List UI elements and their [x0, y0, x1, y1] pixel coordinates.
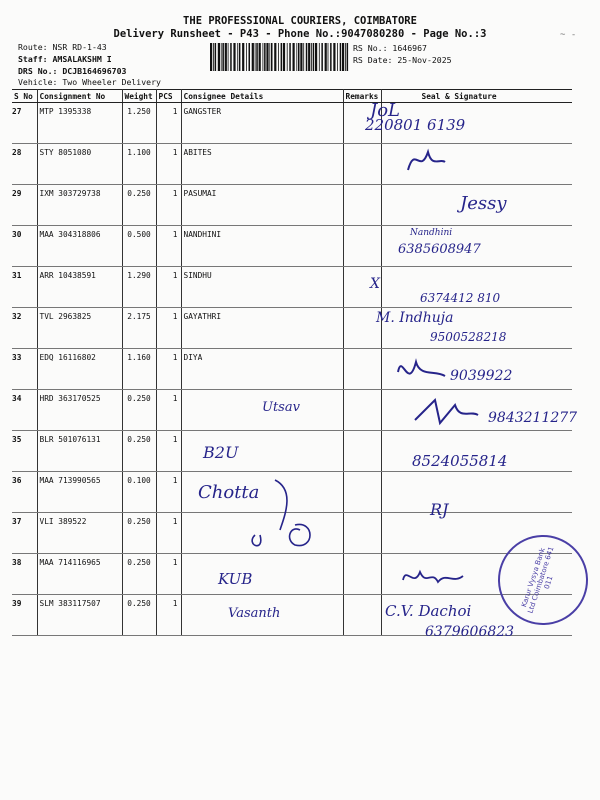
handwritten-name-38: KUB [218, 570, 253, 588]
row-pcs: 1 [156, 267, 181, 308]
row-consignee: NANDHINI [181, 226, 343, 267]
row-sno: 38 [12, 554, 37, 595]
handwritten-signature-39: C.V. Dachoi [385, 602, 472, 620]
col-header-weight: Weight [122, 90, 156, 103]
row-pcs: 1 [156, 595, 181, 636]
row-consignment-no: MAA 713990565 [37, 472, 122, 513]
handwritten-name-35: B2U [203, 443, 239, 462]
handwritten-phone-34: 9843211277 [488, 410, 578, 426]
row-consignment-no: IXM 303729738 [37, 185, 122, 226]
row-consignment-no: VLI 389522 [37, 513, 122, 554]
row-weight: 2.175 [122, 308, 156, 349]
row-weight: 0.250 [122, 390, 156, 431]
row-consignment-no: SLM 383117507 [37, 595, 122, 636]
col-header-remarks: Remarks [343, 90, 381, 103]
row-pcs: 1 [156, 554, 181, 595]
row-pcs: 1 [156, 472, 181, 513]
row-remarks [343, 472, 381, 513]
rs-number: RS No.: 1646967 [353, 43, 427, 53]
row-consignment-no: MTP 1395338 [37, 103, 122, 144]
row-consignment-no: MAA 714116965 [37, 554, 122, 595]
row-remarks [343, 144, 381, 185]
handwritten-phone-31: 6374412 810 [420, 291, 501, 305]
table-row [12, 349, 572, 390]
row-remarks [343, 308, 381, 349]
col-header-signature: Seal & Signature [381, 90, 572, 103]
row-remarks [343, 103, 381, 144]
row-remarks [343, 349, 381, 390]
col-header-pcs: PCS [156, 90, 181, 103]
company-title: THE PROFESSIONAL COURIERS, COIMBATORE [183, 15, 417, 27]
row-consignee: GAYATHRI [181, 308, 343, 349]
row-weight: 0.100 [122, 472, 156, 513]
row-remarks [343, 226, 381, 267]
row-consignment-no: ARR 10438591 [37, 267, 122, 308]
row-consignment-no: MAA 304318806 [37, 226, 122, 267]
table-row [12, 144, 572, 185]
handwritten-phone-39: 6379606823 [425, 624, 515, 640]
row-signature [381, 103, 572, 144]
row-pcs: 1 [156, 308, 181, 349]
row-signature [381, 185, 572, 226]
row-weight: 1.100 [122, 144, 156, 185]
row-consignee: ABITES [181, 144, 343, 185]
signature-28 [400, 140, 450, 180]
row-weight: 0.250 [122, 554, 156, 595]
table-row [12, 226, 572, 267]
row-remarks [343, 595, 381, 636]
row-sno: 29 [12, 185, 37, 226]
handwritten-phone-33: 9039922 [450, 368, 513, 384]
row-sno: 32 [12, 308, 37, 349]
row-consignee: SINDHU [181, 267, 343, 308]
handwritten-name-39: Vasanth [228, 606, 281, 621]
row-signature [381, 308, 572, 349]
row-pcs: 1 [156, 390, 181, 431]
row-consignment-no: BLR 501076131 [37, 431, 122, 472]
handwritten-name-30: Nandhini [410, 228, 453, 238]
row-remarks [343, 431, 381, 472]
margin-mark: ~ - [560, 30, 577, 40]
runsheet-subtitle: Delivery Runsheet - P43 - Phone No.:9047080280 - Page No.:3 [113, 28, 487, 40]
row-sno: 28 [12, 144, 37, 185]
handwritten-name-32: M. Indhuja [376, 310, 454, 326]
row-sno: 39 [12, 595, 37, 636]
signature-34 [410, 395, 480, 430]
row-sno: 37 [12, 513, 37, 554]
row-consignee [181, 554, 343, 595]
row-pcs: 1 [156, 103, 181, 144]
signature-33 [390, 352, 450, 392]
col-header-consignee: Consignee Details [181, 90, 343, 103]
table-row [12, 103, 572, 144]
row-pcs: 1 [156, 144, 181, 185]
handwritten-signature-29: Jessy [460, 193, 507, 214]
row-signature [381, 472, 572, 513]
row-weight: 0.250 [122, 431, 156, 472]
row-pcs: 1 [156, 185, 181, 226]
handwritten-name-34: Utsav [262, 400, 300, 415]
row-consignment-no: EDQ 16116802 [37, 349, 122, 390]
row-remarks [343, 185, 381, 226]
col-header-sno: S No [12, 90, 37, 103]
row-consignee: GANGSTER [181, 103, 343, 144]
handwritten-phone-32: 9500528218 [430, 330, 507, 344]
handwritten-name-36: Chotta [198, 482, 260, 503]
table-row [12, 267, 572, 308]
row-sno: 27 [12, 103, 37, 144]
handwritten-signature-27: JoL [370, 100, 401, 121]
row-remarks [343, 390, 381, 431]
row-consignment-no: HRD 363170525 [37, 390, 122, 431]
row-weight: 1.250 [122, 103, 156, 144]
row-signature [381, 226, 572, 267]
row-sno: 35 [12, 431, 37, 472]
row-consignment-no: STY 8051080 [37, 144, 122, 185]
barcode-image [210, 43, 350, 71]
table-row [12, 554, 572, 595]
row-pcs: 1 [156, 226, 181, 267]
row-weight: 0.250 [122, 513, 156, 554]
row-weight: 0.250 [122, 595, 156, 636]
staff-label: Staff: AMSALAKSHM I [18, 54, 112, 64]
handwritten-phone-30: 6385608947 [398, 242, 481, 257]
bank-stamp-text: Karur Vysya Bank Ltd Coimbatore 641 011 [520, 545, 556, 615]
row-consignment-no: TVL 2963825 [37, 308, 122, 349]
handwritten-signature-37: RJ [430, 500, 449, 519]
row-signature [381, 267, 572, 308]
row-pcs: 1 [156, 431, 181, 472]
table-header-row [12, 90, 572, 103]
row-remarks [343, 554, 381, 595]
row-consignee [181, 595, 343, 636]
row-signature [381, 431, 572, 472]
row-remarks [343, 267, 381, 308]
row-sno: 36 [12, 472, 37, 513]
row-remarks [343, 513, 381, 554]
row-sno: 31 [12, 267, 37, 308]
handwritten-mark-31: X [370, 276, 380, 292]
table-row [12, 308, 572, 349]
rs-date: RS Date: 25-Nov-2025 [353, 55, 452, 65]
row-consignee: PASUMAI [181, 185, 343, 226]
table-row [12, 390, 572, 431]
row-weight: 0.500 [122, 226, 156, 267]
col-header-consignment: Consignment No [37, 90, 122, 103]
table-row [12, 595, 572, 636]
handwritten-phone-35: 8524055814 [412, 452, 508, 470]
drs-label: DRS No.: DCJB164696703 [18, 66, 127, 76]
vehicle-label: Vehicle: Two Wheeler Delivery [18, 77, 161, 87]
table-row [12, 431, 572, 472]
row-sno: 34 [12, 390, 37, 431]
row-sno: 30 [12, 226, 37, 267]
table-row [12, 185, 572, 226]
row-weight: 1.290 [122, 267, 156, 308]
row-consignee [181, 390, 343, 431]
row-pcs: 1 [156, 349, 181, 390]
row-weight: 1.160 [122, 349, 156, 390]
handwritten-note-27: 220801 6139 [365, 116, 466, 134]
route-label: Route: NSR RD-1-43 [18, 42, 107, 52]
row-sno: 33 [12, 349, 37, 390]
scribble-37 [225, 475, 315, 555]
row-consignee [181, 431, 343, 472]
row-consignee: DIYA [181, 349, 343, 390]
row-pcs: 1 [156, 513, 181, 554]
row-weight: 0.250 [122, 185, 156, 226]
signature-38 [398, 562, 468, 592]
